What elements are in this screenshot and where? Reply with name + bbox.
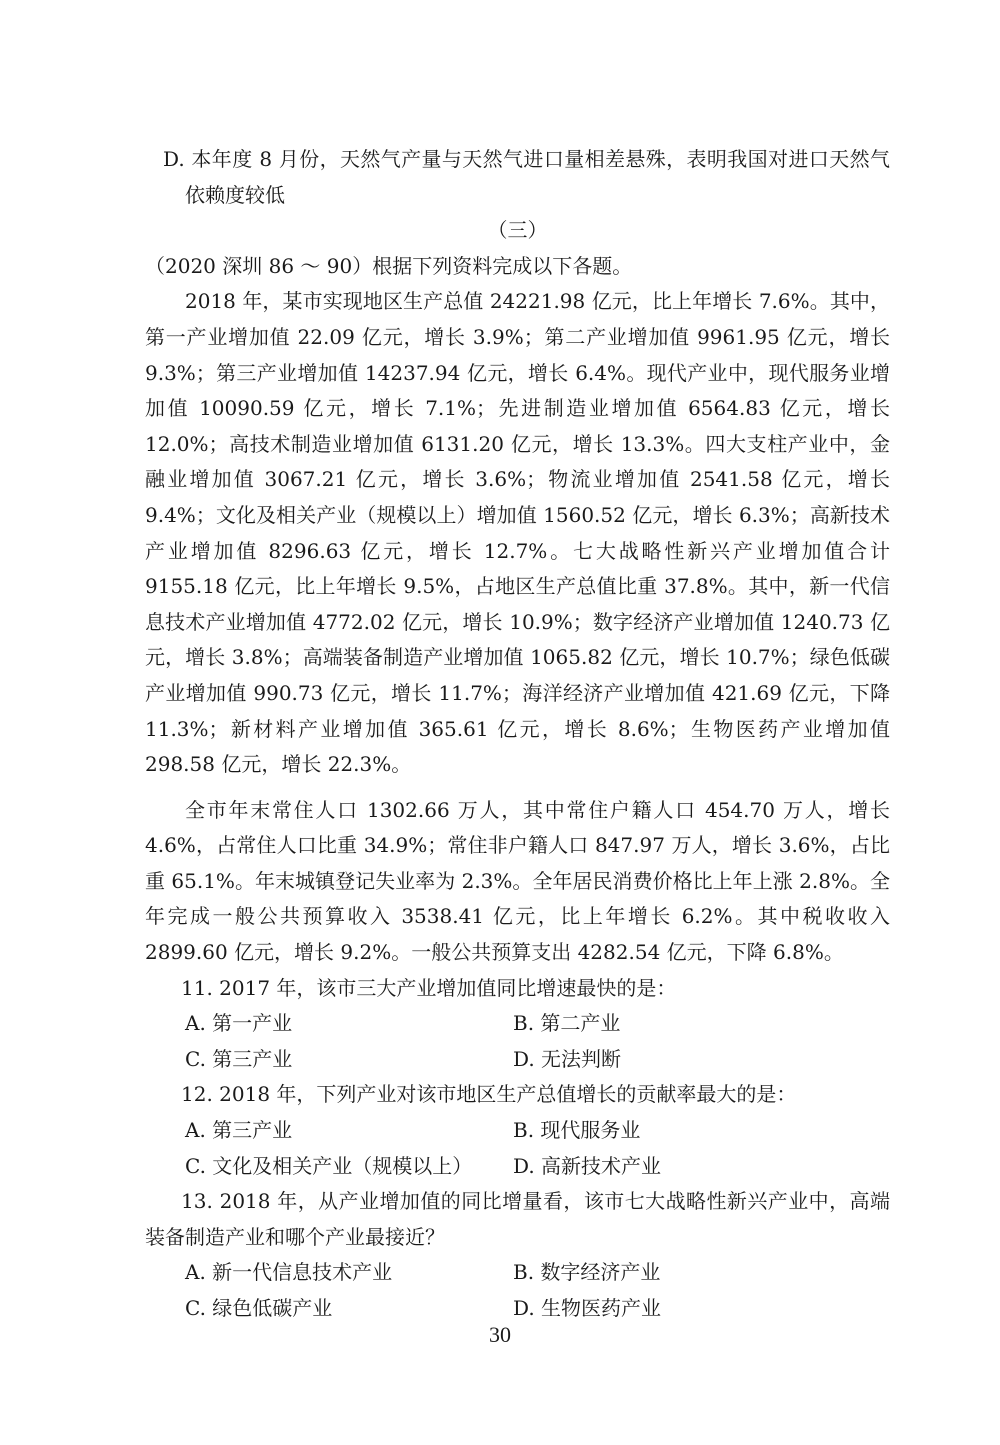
option-b[interactable]: B. 第二产业: [513, 1011, 621, 1036]
page-number: 30: [489, 1322, 511, 1347]
question-options: [145, 1255, 890, 1326]
option-a[interactable]: A. 第三产业: [185, 1118, 293, 1143]
question-options: [145, 1006, 890, 1077]
option-d[interactable]: D. 高新技术产业: [513, 1153, 662, 1178]
material-intro: （2020 深圳 86 ～ 90）根据下列资料完成以下各题。: [145, 253, 633, 278]
option-a[interactable]: A. 新一代信息技术产业: [185, 1260, 393, 1285]
section-title: （三）: [487, 218, 548, 243]
option-a[interactable]: A. 第一产业: [185, 1011, 293, 1036]
option-d[interactable]: D. 生物医药产业: [513, 1296, 662, 1320]
option-c[interactable]: C. 绿色低碳产业: [185, 1296, 333, 1320]
option-d[interactable]: D. 无法判断: [513, 1046, 622, 1071]
option-b[interactable]: B. 数字经济产业: [513, 1260, 661, 1285]
question-stem: 12. 2018 年，下列产业对该市地区生产总值增长的贡献率最大的是：: [181, 1082, 797, 1107]
material-paragraph: 2018 年，某市实现地区生产总值 24221.98 亿元，比上年增长 7.6%。其中，第一产业增加值 22.09 亿元，增长 3.9%；第二产业增加值 9961.95 亿元，增长 9.3%；第三产业增加值 14237.94 亿元，增长 6.4%。现代产业中，现代服务业增加值 10090.59 亿元，增长 7.1%；先进制造业增加值 6564.83 亿元，增长 12.0%；高技术制造业增加值 6131.20 亿元，增长 13.3%。四大支柱产业中，金融业增加值 3067.21 亿元，增长 3.6%；物流业增加值 2541.58 亿元，增长 9.4%；文化及相关产业（规模以上）增加值 1560.52 亿元，增长 6.3%；高新技术产业增加值 8296.63 亿元，增长 12.7%。七大战略性新兴产业增加值合计 9155.18 亿元，比上年增长 9.5%，占地区生产总值比重 37.8%。其中，新一代信息技术产业增加值 4772.02 亿元，增长 10.9%；数字经济产业增加值 1240.73 亿元，增长 3.8%；高端装备制造产业增加值 1065.82 亿元，增长 10.7%；绿色低碳产业增加值 990.73 亿元，增长 11.7%；海洋经济产业增加值 421.69 亿元，下降 11.3%；新材料产业增加值 365.61 亿元，增长 8.6%；生物医药产业增加值 298.58 亿元，增长 22.3%。: [145, 289, 890, 777]
page-content: [145, 142, 890, 1327]
question-options: [145, 1113, 890, 1184]
question-stem: 11. 2017 年，该市三大产业增加值同比增速最快的是：: [181, 975, 677, 1000]
option-b[interactable]: B. 现代服务业: [513, 1118, 641, 1143]
previous-option-d: D. 本年度 8 月份，天然气产量与天然气进口量相差悬殊，表明我国对进口天然气依赖度较低: [163, 147, 890, 207]
option-c[interactable]: C. 第三产业: [185, 1046, 293, 1071]
material-paragraph: 全市年末常住人口 1302.66 万人，其中常住户籍人口 454.70 万人，增长 4.6%，占常住人口比重 34.9%；常住非户籍人口 847.97 万人，增长 3.6%，占比重 65.1%。年末城镇登记失业率为 2.3%。全年居民消费价格比上年上涨 2.8%。全年完成一般公共预算收入 3538.41 亿元，比上年增长 6.2%。其中税收收入 2899.60 亿元，增长 9.2%。一般公共预算支出 4282.54 亿元，下降 6.8%。: [145, 797, 890, 965]
option-c[interactable]: C. 文化及相关产业（规模以上）: [185, 1153, 473, 1178]
question-stem: 13. 2018 年，从产业增加值的同比增量看，该市七大战略性新兴产业中，高端装备制造产业和哪个产业最接近？: [145, 1189, 890, 1249]
